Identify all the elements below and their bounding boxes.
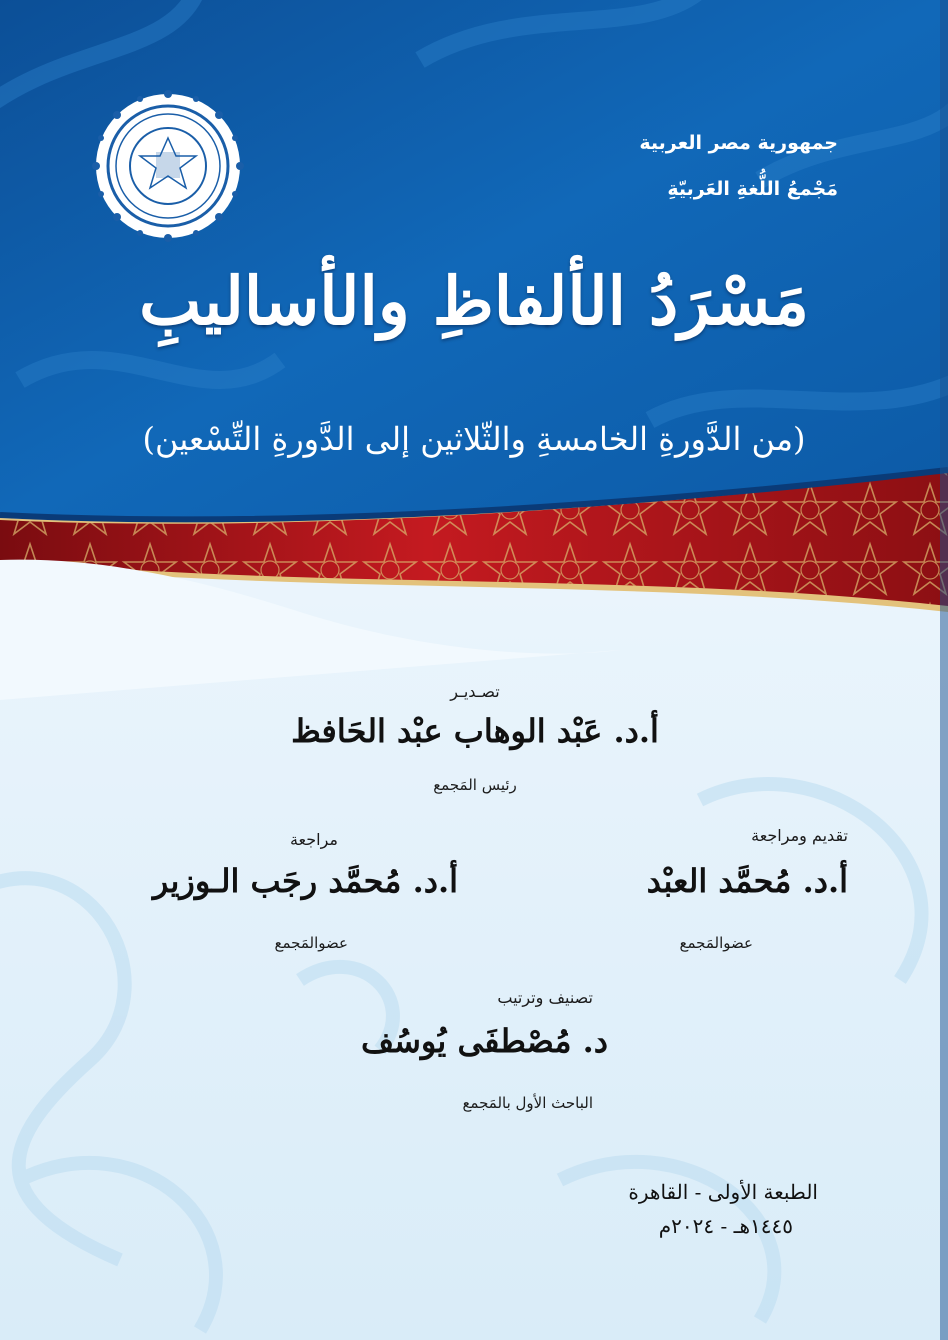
review-name: أ.د. مُحمَّد رجَب الـوزير — [152, 862, 458, 900]
book-subtitle: (من الدَّورةِ الخامسةِ والثّلاثين إلى الدَّورةِ التِّسْعين) — [142, 420, 806, 458]
introduction-role: تقديم ومراجعة — [751, 826, 848, 845]
compiler-name: د. مُصْطفَى يُوسُف — [360, 1022, 608, 1060]
compiler-position: الباحث الأول بالمَجمع — [462, 1094, 593, 1112]
review-role: مراجعة — [289, 830, 338, 849]
foreword-name: أ.د. عَبْد الوهاب عبْد الحَافظ — [291, 712, 659, 750]
book-title: مَسْرَدُ الألفاظِ والأساليبِ — [139, 262, 809, 340]
country-name: جمهورية مصر العربية — [639, 132, 838, 154]
foreword-position: رئيس المَجمع — [433, 776, 517, 794]
edition-line: الطبعة الأولى - القاهرة — [628, 1180, 818, 1204]
academy-name: مَجْمعُ اللُّغةِ العَربيّةِ — [667, 178, 838, 200]
foreword-role: تصـديـر — [450, 682, 500, 701]
introduction-name: أ.د. مُحمَّد العبْد — [646, 862, 848, 900]
academy-seal-icon — [92, 90, 244, 242]
introduction-position: عضوالمَجمع — [679, 934, 753, 952]
review-position: عضوالمَجمع — [274, 934, 348, 952]
edition-date: ١٤٤٥هـ - ٢٠٢٤م — [658, 1214, 793, 1238]
compiler-role: تصنيف وترتيب — [497, 988, 593, 1007]
